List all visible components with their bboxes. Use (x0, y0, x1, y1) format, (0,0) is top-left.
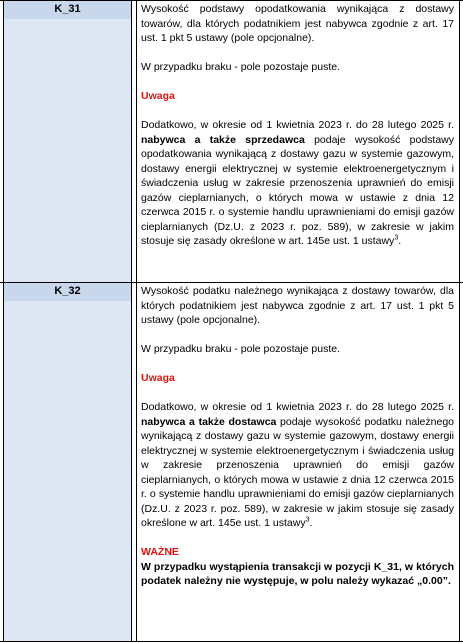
field-key-label: K_31 (54, 3, 81, 15)
additional-rule-text: Dodatkowo, w okresie od 1 kwietnia 2023 r. do 28 lutego 2025 r. nabywca a także sprzedawca podaje wysokość podstawy opodatkowania wynikającą z dostawy gazu w systemie gazowym, dostawy energii elektrycznej w systemie elektroenergetycznym i świadczenia usług w zakresie przenoszenia uprawnień do emisji gazów cieplarnianych, o których mowa w ustawie z dnia 12 czerwca 2015 r. o systemie handlu uprawnieniami do emisji gazów cieplarnianych (Dz.U. z 2023 r. poz. 589), w zakresie w jakim stosuje się zasady określone w art. 145e ust. 1 ustawy$^3$. (141, 119, 454, 247)
border-line (3, 1, 4, 282)
additional-rule-text: Dodatkowo, w okresie od 1 kwietnia 2023 r. do 28 lutego 2025 r. nabywca a także dostawca podaje wysokość podatku należnego wynikającą z dostawy gazu w systemie gazowym, dostawy energii elektrycznej w systemie elektroenergetycznym i świadczenia usług w zakresie przenoszenia uprawnień do emisji gazów cieplarnianych, o których mowa w ustawie z dnia 12 czerwca 2015 r. o systemie handlu uprawnieniami do emisji gazów cieplarnianych (Dz.U. z 2023 r. poz. 589), w zakresie w jakim stosuje się zasady określone w art. 145e ust. 1 ustawy$^3$. (141, 401, 454, 529)
border-line (136, 283, 137, 641)
emphasis-text: nabywca a także dostawca (141, 415, 277, 428)
key-cell (4, 283, 131, 641)
border-line (136, 1, 137, 282)
empty-rule-text: W przypadku braku - pole pozostaje puste. (141, 343, 341, 355)
empty-rule-text: W przypadku braku - pole pozostaje puste. (141, 61, 341, 73)
footnote-marker: 3 (305, 516, 310, 524)
border-line (459, 1, 460, 282)
important-heading: WAŻNE (141, 546, 179, 558)
emphasis-text: nabywca a także sprzedawca (141, 133, 305, 146)
table-row (0, 0, 463, 283)
warning-heading: Uwaga (141, 90, 175, 102)
field-description (141, 284, 454, 589)
table-row (0, 283, 463, 642)
border-line (131, 283, 132, 641)
border-line (3, 283, 4, 641)
description-paragraph: Wysokość podatku należnego wynikająca z dostawy towarów, dla których podatnikiem jest nabywca zgodnie z art. 17 ust. 1 pkt 5 ustawy (pole opcjonalne). (141, 285, 454, 326)
warning-heading: Uwaga (141, 372, 175, 384)
key-cell (4, 1, 131, 282)
description-paragraph: Wysokość podstawy opodatkowania wynikająca z dostawy towarów, dla których podatnikiem jest nabywca zgodnie z art. 17 ust. 1 pkt 5 ustawy (pole opcjonalne). (141, 3, 454, 44)
field-description (141, 2, 454, 249)
border-line (131, 1, 132, 282)
border-line (459, 283, 460, 641)
important-text: W przypadku wystąpienia transakcji w pozycji K_31, w których podatek należny nie występuje, w polu należy wykazać „0.00”. (141, 560, 454, 587)
footnote-marker: 3 (394, 234, 399, 242)
field-key-label: K_32 (54, 285, 81, 297)
